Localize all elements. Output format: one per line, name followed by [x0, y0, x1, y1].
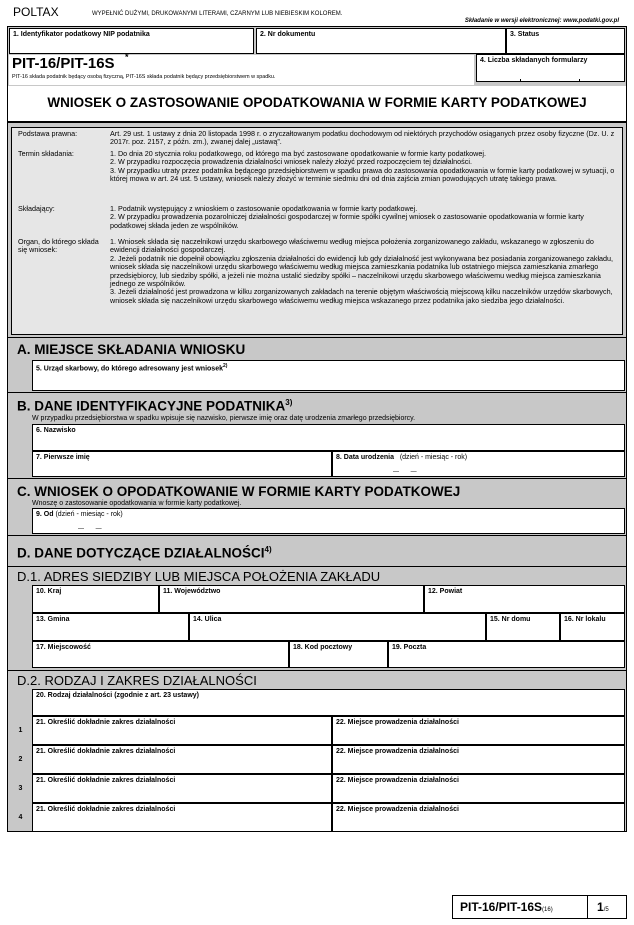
deadline-row [18, 150, 618, 200]
voivodeship-label: 11. Województwo [163, 588, 221, 595]
section-a-heading: A. MIEJSCE SKŁADANIA WNIOSKU [17, 342, 246, 357]
organ-item: 1. Wniosek składa się naczelnikowi urzędu skarbowego właściwemu według miejsca położenia zorganizowanego zakładu, wskazanego w zgłoszeniu do ewidencji działalności gospodarczej. [110, 237, 594, 255]
legal-basis-key: Podstawa prawna: [18, 129, 78, 138]
d2-heading: D.2. RODZAJ I ZAKRES DZIAŁALNOŚCI [17, 673, 257, 688]
birth-date-label: 8. Data urodzenia (dzień - miesiąc - rok) [336, 454, 468, 461]
activity-scope-field[interactable] [32, 803, 332, 832]
deadline-item: 2. W przypadku rozpoczęcia prowadzenia działalności wniosek należy złożyć przed rozpoczęciem tej działalności. [110, 157, 472, 167]
activity-place-label: 22. Miejsce prowadzenia działalności [336, 719, 459, 726]
municipality-field[interactable] [32, 613, 189, 641]
start-date-label: 9. Od (dzień - miesiąc - rok) [36, 511, 123, 518]
activity-place-field[interactable] [332, 745, 625, 774]
footer-page-number: 1/5 [597, 900, 609, 914]
activity-row-1 [9, 716, 625, 745]
footer-divider [587, 895, 588, 919]
apartment-number-label: 16. Nr lokalu [564, 616, 606, 623]
street-field[interactable] [189, 613, 486, 641]
activity-type-field[interactable] [32, 689, 625, 716]
house-number-label: 15. Nr domu [490, 616, 531, 623]
municipality-label: 13. Gmina [36, 616, 70, 623]
street-label: 14. Ulica [193, 616, 222, 623]
activity-scope-label: 21. Określić dokładnie zakres działalności [36, 719, 176, 726]
legal-basis-row [18, 130, 618, 148]
postal-code-label: 18. Kod pocztowy [293, 644, 353, 651]
filer-row [18, 205, 618, 235]
birth-date-dashes: — — [393, 469, 417, 475]
document-number-label: 2. Nr dokumentu [260, 31, 316, 38]
house-number-field[interactable] [486, 613, 560, 641]
country-field[interactable] [32, 585, 159, 613]
tax-office-field[interactable] [32, 360, 625, 391]
activity-place-label: 22. Miejsce prowadzenia działalności [336, 806, 459, 813]
activity-type-label: 20. Rodzaj działalności (zgodnie z art. 23 ustawy) [36, 692, 199, 699]
status-label: 3. Status [510, 31, 540, 38]
birth-date-field[interactable] [332, 451, 625, 477]
brand-logo: POLTAX [13, 5, 59, 19]
form-code-star: * [125, 52, 129, 62]
row-number: 2 [18, 756, 23, 763]
form-count-label: 4. Liczba składanych formularzy [480, 57, 588, 64]
section-c-heading: C. WNIOSEK O OPODATKOWANIE W FORMIE KARTY PODATKOWEJ [17, 484, 461, 499]
activity-row-4 [9, 803, 625, 832]
organ-key: Organ, do którego składa się wniosek: [18, 237, 99, 255]
activity-scope-field[interactable] [32, 716, 332, 745]
surname-field[interactable] [32, 424, 625, 451]
county-field[interactable] [424, 585, 625, 613]
activity-scope-label: 21. Określić dokładnie zakres działalności [36, 806, 176, 813]
filer-list [110, 205, 615, 230]
deadline-key: Termin składania: [18, 149, 74, 158]
activity-scope-field[interactable] [32, 745, 332, 774]
deadline-item: 1. Do dnia 20 stycznia roku podatkowego, od którego ma być zastosowane opodatkowanie w formie karty podatkowej. [110, 149, 486, 158]
status-field[interactable] [506, 28, 625, 54]
organ-item: 2. Jeżeli podatnik nie dopełnił obowiązku zgłoszenia działalności do ewidencji lub gdy działalność jest wykonywana bez posiadania zorganizowanego zakładu, wniosek składa się naczelnikowi urzędu skarbowego właściwemu według miejsca zamieszkania podatnika lub ostatniego miejsca zamieszkania zmarłego przedsiębiorcy, lub siedziby spółki, a jeżeli nie można ustalić siedziby spółki – naczelnikowi urzędu skarbowego właściwemu według miejsca zamieszkania jednego ze wspólników. [110, 253, 614, 289]
activity-place-label: 22. Miejsce prowadzenia działalności [336, 777, 459, 784]
start-date-field[interactable] [32, 508, 625, 534]
tax-office-label: 5. Urząd skarbowy, do którego adresowany jest wniosek$^{2)}$ [36, 363, 228, 373]
row-number: 3 [18, 785, 23, 792]
row-number: 4 [18, 814, 23, 821]
legal-basis-value: Art. 29 ust. 1 ustawy z dnia 20 listopada 1998 r. o zryczałtowanym podatku dochodowym od niektórych przychodów osiąganych przez osoby fizyczne (Dz. U. z 2017r. poz. 2157, z późn. zm.), zwanej dalej „ustawą”. [110, 129, 615, 147]
d1-heading: D.1. ADRES SIEDZIBY LUB MIEJSCA POŁOŻENIA ZAKŁADU [17, 569, 381, 584]
form-description: PIT-16 składa podatnik będący osobą fizyczną, PIT-16S składa podatnik będący przedsiębiorstwem w spadku. [12, 74, 276, 80]
filer-item: 2. W przypadku prowadzenia pozarolniczej działalności gospodarczej w formie spółki cywilnej wniosek o zastosowanie opodatkowania w formie karty podatkowej składa jeden ze wspólników. [110, 212, 584, 230]
d1-band [7, 566, 627, 567]
postal-code-field[interactable] [289, 641, 388, 668]
post-office-label: 19. Poczta [392, 644, 427, 651]
nip-ticks [9, 51, 254, 54]
activity-scope-label: 21. Określić dokładnie zakres działalności [36, 748, 176, 755]
section-b-heading: B. DANE IDENTYFIKACYJNE PODATNIKA$^{3)}$ [17, 398, 293, 414]
filer-key: Składający: [18, 204, 55, 213]
section-d-heading: D. DANE DOTYCZĄCE DZIAŁALNOŚCI$^{4)}$ [17, 545, 272, 561]
surname-label: 6. Nazwisko [36, 427, 76, 434]
document-number-field[interactable] [256, 28, 506, 54]
row-number: 1 [18, 727, 23, 734]
voivodeship-field[interactable] [159, 585, 424, 613]
activity-scope-label: 21. Określić dokładnie zakres działalności [36, 777, 176, 784]
country-label: 10. Kraj [36, 588, 62, 595]
page-title: WNIOSEK O ZASTOSOWANIE OPODATKOWANIA W FORMIE KARTY PODATKOWEJ [47, 95, 587, 110]
activity-row-2 [9, 745, 625, 774]
county-label: 12. Powiat [428, 588, 463, 595]
form-code: PIT-16/PIT-16S [12, 55, 115, 72]
section-b-note: W przypadku przedsiębiorstwa w spadku wpisuje się nazwisko, pierwsze imię oraz datę urodzenia zmarłego przedsiębiorcy. [32, 415, 416, 422]
footer-form-code: PIT-16/PIT-16S(16) [460, 900, 553, 914]
form-count-field[interactable] [476, 54, 625, 82]
deadline-item: 3. W przypadku utraty przez podatnika będącego przedsiębiorstwem w spadku prawa do zastosowania opodatkowania w formie karty podatkowej w sytuacji, o której mowa w art. 24 ust. 5 ustawy, wniosek należy złożyć w terminie siedmiu dni od dnia zajścia zmian powodujących utratę takiego prawa. [110, 165, 615, 184]
filer-item: 1. Podatnik występujący z wnioskiem o zastosowanie opodatkowania w formie karty podatkowej. [110, 204, 418, 213]
deadline-list [110, 150, 615, 184]
activity-place-field[interactable] [332, 716, 625, 745]
activity-scope-field[interactable] [32, 774, 332, 803]
city-field[interactable] [32, 641, 289, 668]
activity-place-field[interactable] [332, 774, 625, 803]
activity-row-3 [9, 774, 625, 803]
activity-place-label: 22. Miejsce prowadzenia działalności [336, 748, 459, 755]
nip-label: 1. Identyfikator podatkowy NIP podatnika [13, 31, 150, 38]
first-name-field[interactable] [32, 451, 332, 477]
organ-row [18, 238, 618, 334]
start-date-dashes: — — [78, 526, 102, 532]
electronic-filing-note: Składanie w wersji elektronicznej: www.podatki.gov.pl [464, 18, 619, 24]
organ-item: 3. Jeżeli działalność jest prowadzona w kilku zorganizowanych zakładach na terenie objętym właściwością miejscową kilku naczelników urzędów skarbowych, wniosek składa się naczelnikowi urzędu skarbowego właściwemu według miejsca wskazanego przez podatnika jako siedziba jego działalności. [110, 287, 613, 305]
section-c-note: Wnoszę o zastosowanie opodatkowania w formie karty podatkowej. [32, 500, 242, 507]
post-office-field[interactable] [388, 641, 625, 668]
d2-band [7, 670, 627, 671]
city-label: 17. Miejscowość [36, 644, 91, 651]
activity-place-field[interactable] [332, 803, 625, 832]
apartment-number-field[interactable] [560, 613, 625, 641]
fill-instruction: WYPEŁNIĆ DUŻYMI, DRUKOWANYMI LITERAMI, CZARNYM LUB NIEBIESKIM KOLOREM. [92, 11, 343, 17]
organ-list [110, 238, 615, 305]
form-code-area [9, 52, 474, 85]
first-name-label: 7. Pierwsze imię [36, 454, 90, 461]
form-count-ticks [520, 79, 580, 82]
